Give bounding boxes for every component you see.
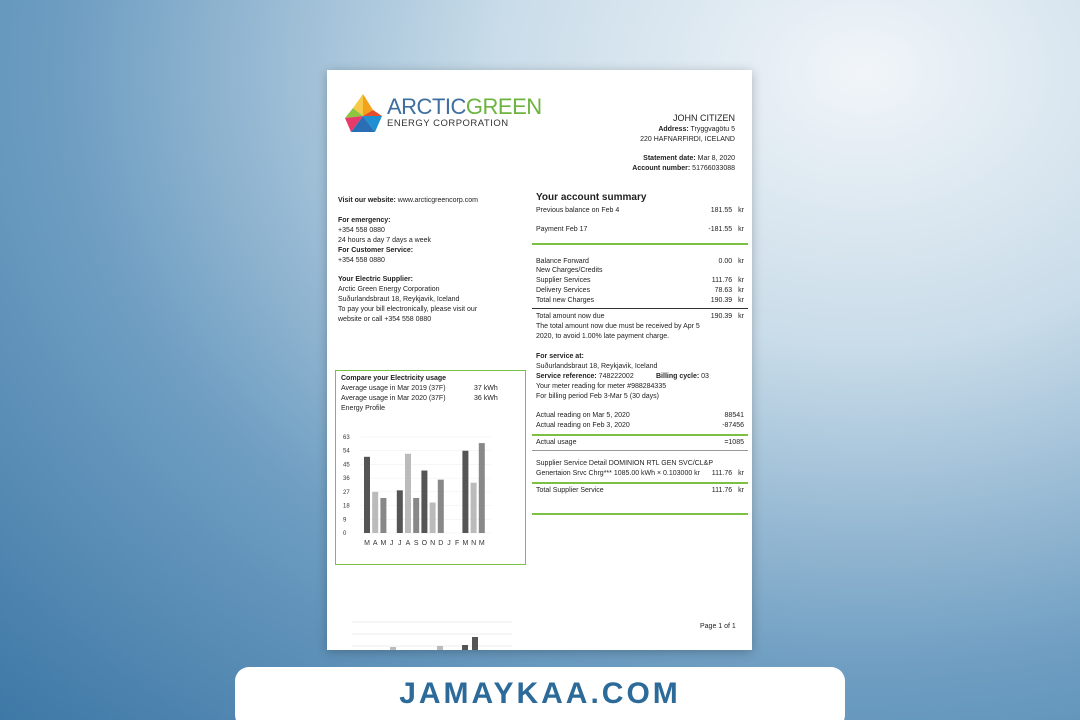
supplier-detail-line2: Genertaion Srvc Chrg*** 1085.00 kWh × 0.103000 kr	[536, 470, 701, 477]
actual-feb-value: -87456	[722, 422, 744, 429]
currency: kr	[738, 207, 744, 214]
y-tick-label: 18	[343, 503, 350, 510]
company-subtitle: ENERGY CORPORATION	[387, 118, 509, 129]
energy-profile-chart	[338, 433, 523, 553]
y-tick-label: 45	[343, 462, 350, 469]
payment-label: Payment Feb 17	[536, 226, 588, 233]
billing-period-line: For billing period Feb 3-Mar 5 (30 days)	[536, 393, 659, 400]
currency: kr	[738, 226, 744, 233]
customer-service-label: For Customer Service:	[338, 247, 414, 254]
bar	[364, 457, 370, 533]
x-tick-label: J	[398, 540, 402, 547]
supplier-address: Suðurlandsbraut 18, Reykjavik, Iceland	[338, 296, 460, 303]
summary-title: Your account summary	[536, 192, 647, 203]
actual-mar-row	[536, 411, 744, 421]
y-tick-label: 54	[343, 448, 350, 455]
currency: kr	[738, 470, 744, 477]
bar	[397, 490, 403, 533]
usage-compare-box	[335, 370, 526, 565]
x-tick-label: O	[421, 540, 428, 547]
payment-amount: -181.55	[708, 226, 733, 233]
summary-prev-row	[536, 206, 744, 216]
bar	[479, 443, 485, 533]
divider	[532, 450, 748, 451]
watermark-banner	[235, 667, 845, 720]
x-tick-label: M	[478, 540, 485, 547]
address-label: Address:	[658, 126, 689, 133]
bar	[438, 480, 444, 533]
bar	[421, 471, 427, 533]
usage-row1-label: Average usage in Mar 2019 (37F)	[341, 385, 446, 392]
x-tick-label: J	[447, 540, 451, 547]
pay-electronic-line2: website or call +354 558 0880	[338, 316, 432, 323]
billing-cycle-line	[656, 372, 709, 382]
address-value: Tryggvagötu 5	[690, 126, 735, 133]
website-label: Visit our website:	[338, 197, 396, 204]
x-tick-label: J	[389, 540, 394, 547]
bar-fragment	[390, 647, 396, 650]
bar	[462, 451, 468, 533]
supplier-name: Arctic Green Energy Corporation	[338, 286, 440, 293]
total-supplier-label: Total Supplier Service	[536, 487, 604, 494]
currency: kr	[738, 258, 744, 265]
supplier-services-label: Supplier Services	[536, 277, 591, 284]
bar	[405, 454, 411, 533]
x-tick-label: M	[380, 540, 387, 547]
total-supplier-row	[536, 486, 744, 496]
y-tick-label: 9	[343, 517, 347, 524]
actual-mar-value: 88541	[724, 412, 744, 419]
summary-delivery-row	[536, 286, 744, 296]
total-due-label: Total amount now due	[536, 313, 605, 320]
actual-usage-label: Actual usage	[536, 439, 577, 446]
bar	[380, 498, 386, 533]
page-number: Page 1 of 1	[700, 623, 736, 630]
service-at-label: For service at:	[536, 353, 584, 360]
supplier-detail-line1: Supplier Service Detail DOMINION RTL GEN SVC/CL&P	[536, 460, 713, 467]
actual-mar-label: Actual reading on Mar 5, 2020	[536, 412, 630, 419]
total-due-amount: 190.39	[710, 313, 733, 320]
customer-service-phone: +354 558 0880	[338, 257, 385, 264]
divider	[532, 434, 748, 436]
secondary-chart-fragment	[352, 618, 512, 650]
x-tick-label: A	[372, 540, 378, 547]
total-new-charges-label: Total new Charges	[536, 297, 594, 304]
customer-name: JOHN CITIZEN	[673, 113, 735, 123]
summary-payment-row	[536, 225, 744, 235]
bar	[471, 483, 477, 533]
bill-document	[327, 70, 752, 650]
supplier-detail-amount: 111.76	[711, 470, 733, 477]
divider	[532, 513, 748, 515]
actual-usage-value: =1085	[724, 439, 744, 446]
usage-row2-label: Average usage in Mar 2020 (37F)	[341, 395, 446, 402]
emergency-hours: 24 hours a day 7 days a week	[338, 237, 432, 244]
actual-usage-row	[536, 438, 744, 448]
supplier-label: Your Electric Supplier:	[338, 276, 413, 283]
divider	[532, 308, 748, 309]
actual-feb-label: Actual reading on Feb 3, 2020	[536, 422, 630, 429]
service-ref-label: Service reference:	[536, 373, 597, 380]
total-new-charges-amount: 190.39	[710, 297, 733, 304]
emergency-phone: +354 558 0880	[338, 227, 385, 234]
currency: kr	[738, 277, 744, 284]
currency: kr	[738, 297, 744, 304]
company-name	[387, 96, 542, 118]
summary-new-charges-row	[536, 266, 744, 276]
summary-supplier-row	[536, 276, 744, 286]
account-number	[632, 164, 735, 174]
delivery-services-amount: 78.63	[714, 287, 733, 294]
currency: kr	[738, 287, 744, 294]
summary-total-due-row	[536, 312, 744, 322]
service-address: Suðurlandsbraut 18, Reykjavik, Iceland	[536, 363, 658, 370]
balance-forward-amount: 0.00	[718, 258, 733, 265]
x-tick-label: N	[471, 540, 477, 547]
website-line	[338, 196, 478, 206]
supplier-detail-row	[536, 469, 744, 479]
total-supplier-amount: 111.76	[711, 487, 733, 494]
due-note-line2: 2020, to avoid 1.00% late payment charge.	[536, 333, 670, 340]
x-tick-label: M	[364, 540, 370, 547]
supplier-services-amount: 111.76	[711, 277, 733, 284]
statement-date-label: Statement date:	[643, 155, 696, 162]
x-tick-label: F	[455, 540, 460, 547]
leaf-logo-icon	[343, 92, 383, 134]
account-number-value: 51766033088	[692, 165, 735, 172]
website-link[interactable]: www.arcticgreencorp.com	[397, 197, 478, 204]
bar-fragment	[437, 646, 443, 650]
customer-address-line1	[658, 125, 735, 135]
x-tick-label: A	[405, 540, 411, 547]
bar-fragment	[472, 637, 478, 650]
bar	[372, 492, 378, 533]
currency: kr	[738, 313, 744, 320]
divider	[532, 482, 748, 484]
service-ref-value: 748222002	[598, 373, 634, 380]
actual-feb-row	[536, 421, 744, 431]
due-note-line1: The total amount now due must be received by Apr 5	[536, 323, 700, 330]
prev-balance-amount: 181.55	[710, 207, 733, 214]
x-tick-label: M	[462, 540, 469, 547]
company-name-part1: ARCTIC	[387, 94, 466, 119]
y-tick-label: 63	[343, 435, 350, 441]
bar	[413, 498, 419, 533]
x-tick-label: S	[413, 540, 419, 547]
account-number-label: Account number:	[632, 165, 691, 172]
divider	[532, 243, 748, 245]
y-tick-label: 0	[343, 531, 347, 537]
usage-row2-value: 36 kWh	[474, 395, 498, 402]
meter-line: Your meter reading for meter #988284335	[536, 383, 667, 390]
y-tick-label: 36	[343, 476, 350, 483]
currency: kr	[738, 487, 744, 494]
statement-date-value: Mar 8, 2020	[697, 155, 735, 162]
balance-forward-label: Balance Forward	[536, 258, 589, 265]
customer-address-line2: 220 HAFNARFIRDI, ICELAND	[640, 136, 735, 143]
summary-total-new-row	[536, 296, 744, 306]
usage-row1-value: 37 kWh	[474, 385, 498, 392]
billing-cycle-label: Billing cycle:	[656, 373, 700, 380]
statement-date	[643, 154, 735, 164]
y-tick-label: 27	[343, 489, 350, 496]
emergency-label: For emergency:	[338, 217, 391, 224]
new-charges-label: New Charges/Credits	[536, 267, 603, 274]
bar-fragment	[462, 645, 468, 650]
company-name-part2: GREEN	[465, 94, 542, 119]
billing-cycle-value: 03	[701, 373, 709, 380]
x-tick-label: N	[430, 540, 436, 547]
usage-box-title: Compare your Electricity usage	[341, 375, 447, 382]
energy-profile-label: Energy Profile	[341, 405, 385, 412]
service-ref-line	[536, 372, 634, 382]
pay-electronic-line1: To pay your bill electronically, please visit our	[338, 306, 478, 313]
banner-text: JAMAYKAA.COM	[399, 677, 681, 710]
prev-balance-label: Previous balance on Feb 4	[536, 207, 620, 214]
delivery-services-label: Delivery Services	[536, 287, 591, 294]
x-tick-label: D	[438, 540, 444, 547]
bar	[430, 503, 436, 533]
